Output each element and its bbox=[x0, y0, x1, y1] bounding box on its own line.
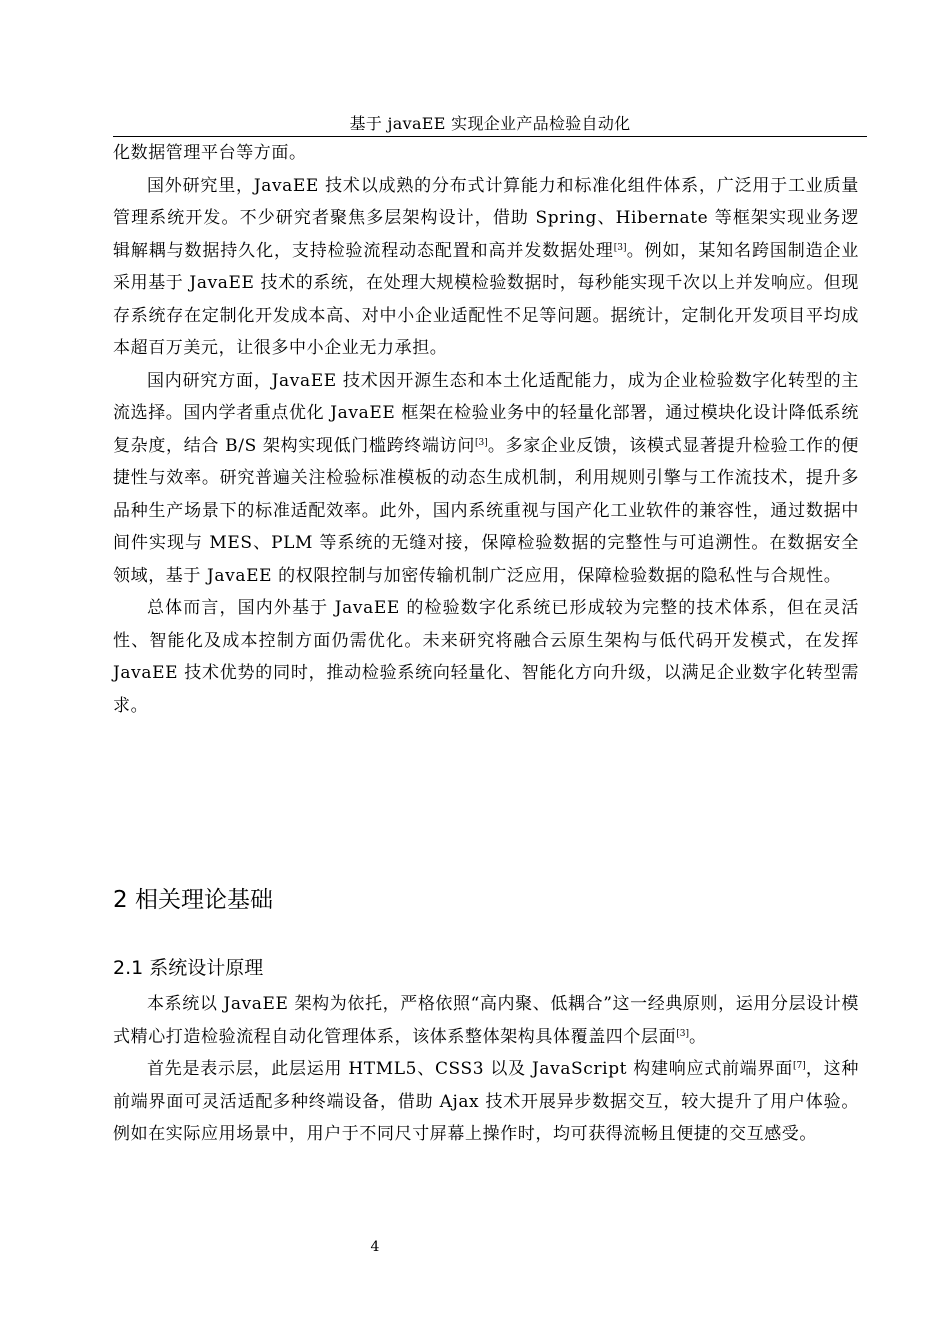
section-2-1-body bbox=[113, 988, 859, 1151]
citation-ref[interactable]: [3] bbox=[613, 242, 627, 253]
page-number: 4 bbox=[370, 1239, 380, 1255]
paragraph-architecture: 本系统以 JavaEE 架构为依托，严格依照“高内聚、低耦合”这一经典原则，运用分层设计模式精心打造检验流程自动化管理体系，该体系整体架构具体覆盖四个层面[3]。 bbox=[113, 994, 859, 1047]
intro-body bbox=[113, 137, 859, 722]
section-heading: 2.1 系统设计原理 bbox=[113, 957, 264, 979]
paragraph-continued: 化数据管理平台等方面。 bbox=[113, 143, 307, 163]
chapter-heading: 2 相关理论基础 bbox=[113, 887, 273, 913]
running-header: 基于 javaEE 实现企业产品检验自动化 bbox=[349, 114, 631, 133]
paragraph-presentation-layer: 首先是表示层，此层运用 HTML5、CSS3 以及 JavaScript 构建响应式前端界面[7]，这种前端界面可灵活适配多种终端设备，借助 Ajax 技术开展异步数据交互，较大提升了用户体验。例如在实际应用场景中，用户于不同尺寸屏幕上操作时，均可获得流畅且便捷的交互感受。 bbox=[113, 1059, 859, 1144]
citation-ref[interactable]: [3] bbox=[475, 437, 488, 448]
citation-ref[interactable]: [7] bbox=[793, 1061, 806, 1071]
paragraph-summary: 总体而言，国内外基于 JavaEE 的检验数字化系统已形成较为完整的技术体系，但在灵活性、智能化及成本控制方面仍需优化。未来研究将融合云原生架构与低代码开发模式，在发挥 JavaEE 技术优势的同时，推动检验系统向轻量化、智能化方向升级，以满足企业数字化转型需求。 bbox=[113, 598, 859, 716]
paragraph-foreign-research: 国外研究里，JavaEE 技术以成熟的分布式计算能力和标准化组件体系，广泛用于工业质量管理系统开发。不少研究者聚焦多层架构设计，借助 Spring、Hibernate 等框架实现业务逻辑解耦与数据持久化，支持检验流程动态配置和高并发数据处理[3]。例如，某知名跨国制造企业采用基于 JavaEE 技术的系统，在处理大规模检验数据时，每秒能实现千次以上并发响应。但现存系统存在定制化开发成本高、对中小企业适配性不足等问题。据统计，定制化开发项目平均成本超百万美元，让很多中小企业无力承担。 bbox=[113, 175, 859, 358]
paragraph-domestic-research: 国内研究方面，JavaEE 技术因开源生态和本土化适配能力，成为企业检验数字化转型的主流选择。国内学者重点优化 JavaEE 框架在检验业务中的轻量化部署，通过模块化设计降低系统复杂度，结合 B/S 架构实现低门槛跨终端访问[3]。多家企业反馈，该模式显著提升检验工作的便捷性与效率。研究普遍关注检验标准模板的动态生成机制，利用规则引擎与工作流技术，提升多品种生产场景下的标准适配效率。此外，国内系统重视与国产化工业软件的兼容性，通过数据中间件实现与 MES、PLM 等系统的无缝对接，保障检验数据的完整性与可追溯性。在数据安全领域，基于 JavaEE 的权限控制与加密传输机制广泛应用，保障检验数据的隐私性与合规性。 bbox=[113, 370, 859, 586]
citation-ref[interactable]: [3] bbox=[676, 1028, 689, 1039]
